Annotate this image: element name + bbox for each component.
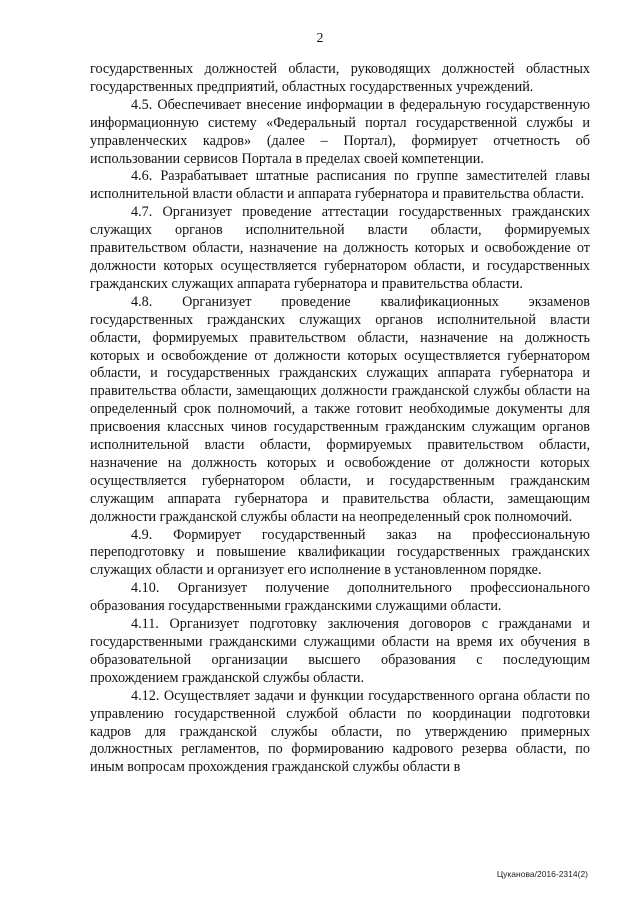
- paragraph-4-6: 4.6. Разрабатывает штатные расписания по группе заместителей главы исполнительной власти области и аппарата губернатора и правительства области.: [90, 168, 590, 203]
- paragraph-4-5: 4.5. Обеспечивает внесение информации в федеральную государственную информационную систему «Федеральный портал государственной службы и управленческих кадров» (далее – Портал), формирует отчетность об использовании сервисов Портала в пределах своей компетенции.: [90, 96, 590, 167]
- paragraph-4-8: 4.8. Организует проведение квалификационных экзаменов государственных гражданских служащих органов исполнительной власти области, формируемых правительством области, назначение на должность которых и освобождение от должности которых осуществляется губернатором области, и государственных гражданских служащих аппарата губернатора и правительства области, замещающих должности гражданской службы области на определенный срок полномочий, а также готовит необходимые документы для присвоения классных чинов государственным гражданским служащим органов исполнительной власти области, формируемых правительством области, назначение на должность которых и освобождение от должности которых осуществляется губернатором области, и государственным гражданским служащим аппарата губернатора и правительства области, замещающим должности гражданской службы области на неопределенный срок полномочий.: [90, 293, 590, 525]
- paragraph-4-9: 4.9. Формирует государственный заказ на профессиональную переподготовку и повышение квалификации государственных гражданских служащих области и организует его исполнение в установленном порядке.: [90, 526, 590, 579]
- paragraph-4-10: 4.10. Организует получение дополнительного профессионального образования государственными гражданскими служащими области.: [90, 580, 590, 615]
- paragraph-4-12: 4.12. Осуществляет задачи и функции государственного органа области по управлению государственной службой области по координации подготовки кадров для гражданской службы области, по утверждению примерных должностных регламентов, по формированию кадрового резерва области, по иным вопросам прохождения гражданской службы области в: [90, 687, 590, 776]
- paragraph-4-7: 4.7. Организует проведение аттестации государственных гражданских служащих органов исполнительной власти области, формируемых правительством области, назначение на должность которых и освобождение от должности которых осуществляется губернатором области, и государственных гражданских служащих аппарата губернатора и правительства области.: [90, 204, 590, 292]
- paragraph-4-11: 4.11. Организует подготовку заключения договоров с гражданами и государственными гражданскими служащими области на время их обучения в образовательной организации высшего образования с последующим прохождением гражданской службы области.: [90, 616, 590, 686]
- paragraph-continuation: государственных должностей области, руководящих должностей областных государственных предприятий, областных государственных учреждений.: [90, 61, 590, 95]
- document-body: [90, 61, 590, 777]
- page-number: 2: [316, 31, 324, 46]
- document-reference-code: Цуканова/2016-2314(2): [496, 869, 588, 879]
